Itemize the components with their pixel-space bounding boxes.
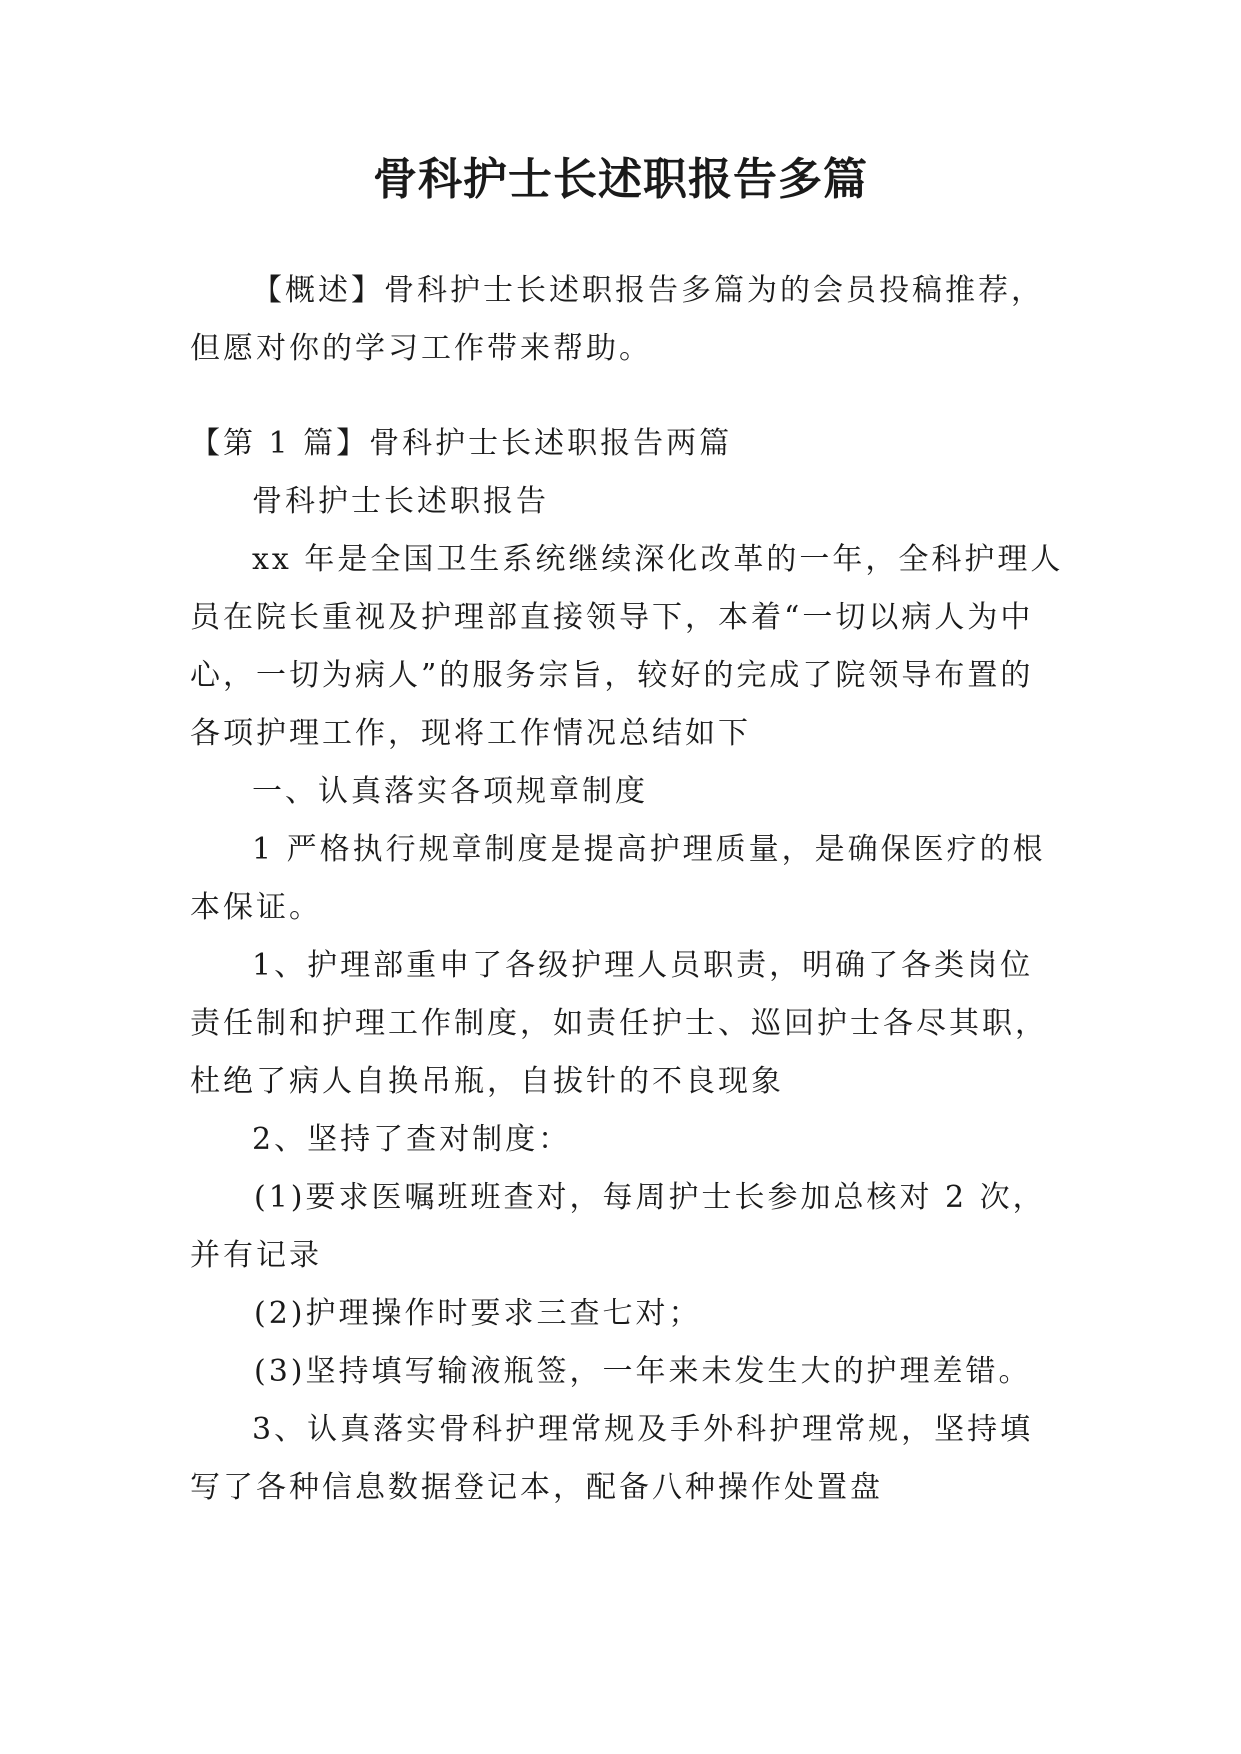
- body-line: (3)坚持填写输液瓶签，一年来未发生大的护理差错。: [254, 1354, 1032, 1389]
- summary-line: 但愿对你的学习工作带来帮助。: [190, 331, 652, 366]
- document-title: 骨科护士长述职报告多篇: [373, 154, 868, 205]
- body-line: 各项护理工作，现将工作情况总结如下: [190, 716, 751, 751]
- body-line: 1 严格执行规章制度是提高护理质量，是确保医疗的根: [252, 832, 1046, 867]
- body-line: 1、护理部重申了各级护理人员职责，明确了各类岗位: [252, 948, 1034, 983]
- body-line: 心，一切为病人”的服务宗旨，较好的完成了院领导布置的: [190, 658, 1034, 693]
- document-body: [190, 415, 1070, 1517]
- subsection-heading: 一、认真落实各项规章制度: [252, 774, 648, 809]
- body-line: 2、坚持了查对制度：: [252, 1122, 572, 1157]
- section-heading: 【第 1 篇】骨科护士长述职报告两篇: [190, 426, 733, 461]
- body-line: 本保证。: [190, 890, 322, 925]
- body-line: 责任制和护理工作制度，如责任护士、巡回护士各尽其职，: [190, 1006, 1048, 1041]
- report-subtitle: 骨科护士长述职报告: [252, 484, 549, 519]
- summary-paragraph: [190, 262, 1070, 378]
- body-line: (2)护理操作时要求三查七对；: [254, 1296, 702, 1331]
- summary-line: 【概述】骨科护士长述职报告多篇为的会员投稿推荐，: [252, 273, 1044, 308]
- body-line: 杜绝了病人自换吊瓶，自拔针的不良现象: [190, 1064, 784, 1099]
- body-line: 员在院长重视及护理部直接领导下，本着“一切以病人为中: [190, 600, 1034, 635]
- body-line: 并有记录: [190, 1238, 322, 1273]
- body-line: xx 年是全国卫生系统继续深化改革的一年，全科护理人: [252, 542, 1064, 577]
- body-line: 写了各种信息数据登记本，配备八种操作处置盘: [190, 1470, 883, 1505]
- body-line: 3、认真落实骨科护理常规及手外科护理常规，坚持填: [252, 1412, 1034, 1447]
- body-line: (1)要求医嘱班班查对，每周护士长参加总核对 2 次，: [254, 1180, 1046, 1215]
